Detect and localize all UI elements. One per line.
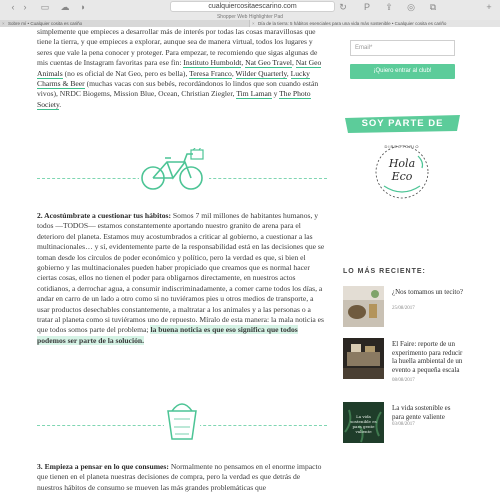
close-icon[interactable]: × — [252, 21, 255, 26]
email-field[interactable]: Email* — [350, 40, 455, 56]
bicycle-icon — [139, 148, 209, 194]
forward-icon[interactable]: › — [23, 2, 27, 12]
tab-dia-de-la-tierra[interactable] — [250, 20, 500, 27]
tab-bar — [0, 20, 500, 27]
share-icon[interactable]: ⇪ — [385, 2, 393, 12]
separator: , — [286, 68, 291, 78]
pinterest-icon[interactable]: P — [363, 2, 370, 12]
highlighted-text: la buena noticia es que eso significa que todos podemos ser parte de la solución. — [37, 325, 298, 345]
back-icon[interactable]: ‹ — [11, 2, 15, 12]
post-title[interactable]: ¿Nos tomamos un tecito? — [392, 288, 463, 296]
recent-posts-heading: LO MÁS RECIENTE: — [343, 268, 426, 275]
instagram-link[interactable]: Lucky Charms & Beer — [37, 68, 310, 89]
address-bar[interactable]: cualquiercositaescarino.com — [170, 1, 335, 12]
paragraph-text: simplemente que empieces a desarrollar más de interés por todas las cosas maravillosas que tiene la tierra, y que empieces a explorar, aunque sea de manera virtual, todos los lugares y seres que vale la pena conocer y proteger. Para empezar, te recomiendo que sigas algunas de mis cuentas de Instagram favoritas para ese fin: — [37, 27, 318, 68]
post-date: 03/08/2017 — [392, 422, 415, 427]
sidebar-icon[interactable]: ▭ — [40, 2, 50, 12]
instagram-link[interactable]: Instituto Humboldt — [183, 58, 242, 68]
article-paragraph — [37, 462, 327, 493]
post-thumbnail[interactable] — [343, 338, 384, 379]
instagram-link[interactable]: Tim Laman — [236, 89, 272, 99]
instagram-link[interactable]: Wilder Quarterly — [235, 68, 287, 78]
post-date: 08/08/2017 — [392, 378, 415, 383]
browser-chrome — [0, 0, 500, 27]
thumbnail-caption: La vida sostenible es para gente valiente — [350, 414, 377, 434]
instagram-link[interactable]: Teresa Franco — [189, 68, 232, 78]
new-tab-icon[interactable]: + — [486, 2, 492, 12]
tab-sobre-mi[interactable] — [0, 20, 250, 27]
paragraph-text: (no es oficial de Nat Geo, pero es bella), — [62, 68, 190, 78]
reload-icon[interactable]: ↻ — [339, 2, 347, 12]
post-date: 25/08/2017 — [392, 306, 415, 311]
cloud-icon[interactable]: ☁ — [60, 2, 70, 12]
article-paragraph — [37, 27, 327, 110]
extension-icon[interactable]: ◎ — [407, 2, 415, 12]
separator: y — [271, 89, 280, 99]
badge-subtitle: Eco — [391, 170, 413, 183]
post-title[interactable]: La vida sostenible es para gente valiente — [392, 404, 451, 421]
section-heading: 2. Acostúmbrate a cuestionar tus hábitos: — [37, 211, 172, 220]
instagram-link[interactable]: Nat Geo Animals — [37, 58, 322, 78]
instagram-link[interactable]: Nat Geo Travel — [245, 58, 292, 68]
tab-label: Día de la tierra: 5 hábitos esenciales para una vida más sostenible • Cualquier cosita es cariño — [258, 21, 447, 26]
instagram-link[interactable]: The Photo Society — [37, 89, 311, 109]
banner-label: SOY PARTE DE — [361, 118, 444, 129]
browser-toolbar — [0, 0, 500, 14]
tab-label: Sobre mí • Cualquier cosita es cariño — [8, 21, 83, 26]
join-club-button[interactable]: ¡Quiero entrar al club! — [350, 64, 455, 79]
pocket-icon[interactable]: ◗ — [80, 2, 86, 12]
article-paragraph — [37, 211, 327, 346]
post-thumbnail[interactable] — [343, 286, 384, 327]
badge-title: Hola — [388, 157, 416, 170]
basket-icon — [164, 397, 200, 441]
badge-caption: DIRECTORIO — [384, 144, 420, 149]
paragraph-text: Somos 7 mil millones de habitantes humanos, y todos —TODOS— estamos constantemente aportando nuestro granito de arena para el deterioro del planeta. Estamos muy acostumbrados a criticar al gobierno, a cuestionar a las multinacionales… y sí, evidentemente parte de la responsabilidad está en las decisiones que se toman desde los círculos de poder económico y político, pero la verdad es que, si bien el gobierno y las multinacionales pueden haber propiciado que creamos que es normal hacer ciertas cosas, ellos no tienen el poder para obligarnos directamente, en nuestros actos cotidianos, a derrochar agua, a consumir indiscriminadamente, a comer carne todos los días, a andar en carro de un lado a otro como si no tuviéramos pies u otros medios de transporte, a usar productos desechables constantemente, a maltratar a los animales y a las personas o a tratar al planeta como si tuviéramos uno de repuesto. Míralo de esta manera: la mala noticia es que todos somos parte del problema; — [37, 211, 325, 335]
separator: , — [241, 58, 246, 68]
paragraph-text: (muchas vacas con sus bebés, recordándonos lo lindos que son cuando están vivos), NRDC Biogems, Mission Blue, Ocean, Christian Ziegler, — [37, 79, 319, 99]
separator: , — [291, 58, 296, 68]
section-heading: 3. Empieza a pensar en lo que consumes: — [37, 462, 169, 471]
tabs-icon[interactable]: ⧉ — [429, 2, 437, 12]
paragraph-text: Normalmente no pensamos en el enorme impacto que tienen en el planeta nuestras decisiones de compra, pero la verdad es que detrás de nuestros hábitos de consumo se mueven las más grandes problemáticas que — [37, 462, 322, 492]
separator: . — [59, 99, 62, 109]
separator: , — [231, 68, 236, 78]
post-title[interactable]: El Faire: reporte de un experimento para reducir la huella ambiental de un evento a pequeña escala — [392, 340, 463, 374]
bookmarks-bar[interactable]: Shopper Web Highlighter Pad — [216, 14, 284, 20]
close-icon[interactable]: × — [2, 21, 5, 26]
